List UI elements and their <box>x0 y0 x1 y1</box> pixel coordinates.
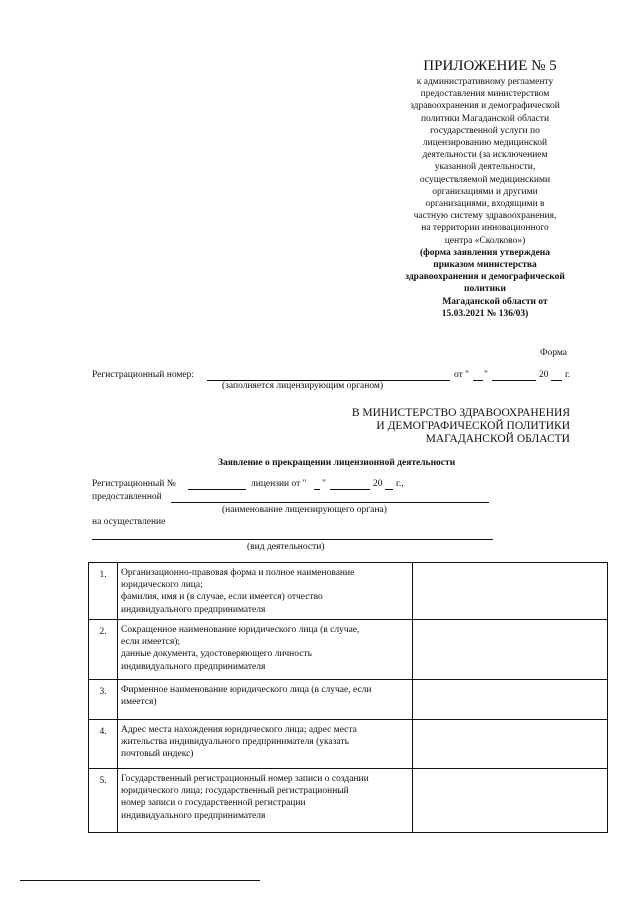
license-year-field[interactable] <box>385 489 393 490</box>
appendix-bold-line: приказом министерства <box>433 260 537 271</box>
row-description <box>121 567 411 616</box>
addressee-line: В МИНИСТЕРСТВО ЗДРАВООХРАНЕНИЯ <box>351 407 570 419</box>
appendix-title: ПРИЛОЖЕНИЕ № 5 <box>423 58 557 74</box>
applicant-info-table <box>88 562 608 833</box>
row-line: юридического лица; государственный регистрационный <box>121 786 349 797</box>
appendix-line: частную систему здравоохранения, <box>413 211 557 222</box>
registration-month-field[interactable] <box>492 380 536 381</box>
row-line: Адрес места нахождения юридического лица; адрес места <box>121 725 357 735</box>
addressee-block <box>340 407 570 446</box>
table-row <box>89 768 607 832</box>
registration-label: Регистрационный номер: <box>92 370 195 380</box>
row-line: данные документа, удостоверяющего личность <box>121 649 312 660</box>
row-number: 2. <box>99 627 107 637</box>
license-from-label: лицензии от " <box>251 479 307 489</box>
license-reg-label: Регистрационный № <box>92 479 176 489</box>
activity-label: на осуществление <box>92 517 166 527</box>
row-description <box>121 773 411 822</box>
row-description <box>121 684 411 708</box>
appendix-line: центра «Сколково») <box>444 235 526 246</box>
statement-title: Заявление о прекращении лицензионной деятельности <box>218 458 456 468</box>
row-line: индивидуального предпринимателя <box>121 810 266 821</box>
row-line: индивидуального предпринимателя <box>121 661 266 672</box>
row-line: номер записи о государственной регистрации <box>121 798 306 809</box>
row-line: имеется) <box>121 697 157 708</box>
footer-rule <box>20 880 260 881</box>
row-line: Сокращенное наименование юридического лица (в случае, <box>121 625 360 635</box>
activity-type-note: (вид деятельности) <box>247 542 325 552</box>
row-description <box>121 724 411 761</box>
appendix-line: к административному регламенту <box>416 77 554 87</box>
registration-year-field[interactable] <box>551 380 562 381</box>
license-year-suffix: г., <box>396 479 404 489</box>
row-line: фамилия, имя и (в случае, если имеется) отчество <box>121 592 323 603</box>
appendix-line: указанной деятельности, <box>434 162 536 173</box>
addressee-line: МАГАДАНСКОЙ ОБЛАСТИ <box>425 433 570 445</box>
appendix-bold-line: политики <box>464 284 506 295</box>
table-row <box>89 563 607 619</box>
appendix-line: на территории инновационного <box>421 223 549 234</box>
appendix-line: политики Магаданской области <box>420 113 550 124</box>
row-number: 5. <box>99 776 107 786</box>
appendix-line: здравоохранения и демографической <box>410 101 560 112</box>
row-number: 3. <box>99 687 107 697</box>
activity-type-field[interactable] <box>92 539 493 540</box>
license-provided-label: предоставленной <box>92 492 162 502</box>
registration-day-field[interactable] <box>473 380 483 381</box>
appendix-bold-line: здравоохранения и демографической <box>405 272 565 283</box>
license-month-field[interactable] <box>330 489 370 490</box>
table-row <box>89 679 607 719</box>
appendix-line: государственной услуги по <box>430 125 540 136</box>
appendix-line: деятельности (за исключением <box>422 150 548 161</box>
row-number: 4. <box>99 727 107 737</box>
registration-year-prefix: 20 <box>539 370 549 380</box>
row-line: Государственный регистрационный номер записи о создании <box>121 774 369 784</box>
form-label: Форма <box>540 348 568 358</box>
appendix-line: предоставления министерством <box>420 89 550 100</box>
appendix-bold-line: Магаданской области от <box>442 296 548 307</box>
appendix-line: осуществляемой медицинскими <box>419 174 551 185</box>
appendix-line: организациями, входящими в <box>425 199 545 210</box>
row-description <box>121 624 411 673</box>
row-line: индивидуального предпринимателя <box>121 604 266 615</box>
row-line: юридического лица; <box>121 580 203 591</box>
registration-year-suffix: г. <box>565 370 571 380</box>
registration-quote: " <box>484 370 488 380</box>
appendix-bold-line: (форма заявления утверждена <box>419 247 551 258</box>
registration-note: (заполняется лицензирующим органом) <box>222 381 384 391</box>
table-row <box>89 619 607 679</box>
licensing-authority-field[interactable] <box>171 502 489 503</box>
row-line: если имеется); <box>121 637 181 648</box>
registration-from: от " <box>454 370 470 380</box>
addressee-line: И ДЕМОГРАФИЧЕСКОЙ ПОЛИТИКИ <box>376 420 570 432</box>
appendix-line: лицензированию медицинской <box>422 138 548 149</box>
license-year-prefix: 20 <box>373 479 383 489</box>
appendix-reference <box>385 76 585 320</box>
appendix-line: организациями и другими <box>432 186 538 197</box>
appendix-bold-line: 15.03.2021 № 136/03) <box>441 308 529 319</box>
license-day-field[interactable] <box>314 489 320 490</box>
license-quote: " <box>322 479 326 489</box>
row-line: почтовый индекс) <box>121 749 194 760</box>
row-number: 1. <box>99 570 107 580</box>
table-row <box>89 719 607 768</box>
licensing-authority-note: (наименование лицензирующего органа) <box>222 505 387 515</box>
license-reg-number-field[interactable] <box>188 489 246 490</box>
row-line: жительства индивидуального предпринимателя (указать <box>121 737 349 748</box>
row-line: Фирменное наименование юридического лица (в случае, если <box>121 685 372 695</box>
row-line: Организационно-правовая форма и полное наименование <box>121 568 355 578</box>
